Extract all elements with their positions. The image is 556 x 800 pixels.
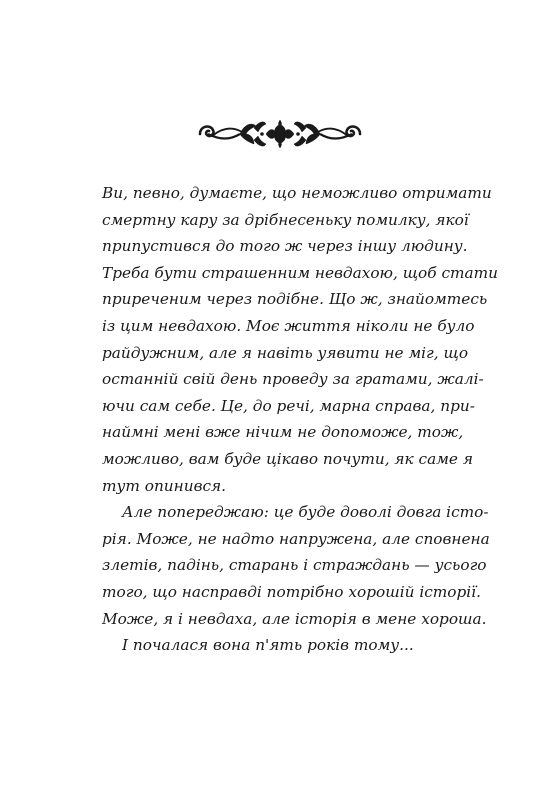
text-line: тут опинився. <box>102 476 227 495</box>
text-line: рія. Може, не надто напружена, але сповнена <box>102 529 490 548</box>
text-line: злетів, падінь, старань і страждань — усього <box>102 556 487 575</box>
text-line: наймні мені вже нічим не допоможе, тож, <box>102 423 464 442</box>
text-line: ючи сам себе. Це, до речі, марна справа, при- <box>102 396 475 415</box>
text-line: Ви, певно, думаєте, що неможливо отримати <box>102 184 492 202</box>
text-line: припустився до того ж через іншу людину. <box>102 237 468 256</box>
text-line: смертну кару за дрібнесеньку помилку, якої <box>102 210 469 229</box>
text-line: Може, я і невдаха, але історія в мене хороша. <box>102 609 487 628</box>
text-line: приреченим через подібне. Що ж, знайомтесь <box>102 290 488 309</box>
text-line: Але попереджаю: це буде доволі довга істо- <box>122 503 489 522</box>
text-line: того, що насправді потрібно хорошій історії. <box>102 582 481 601</box>
text-line: із цим невдахою. Моє життя ніколи не було <box>102 316 475 335</box>
text-line: І почалася вона п'ять років тому... <box>122 636 414 655</box>
text-line: останній свій день проведу за гратами, жалі- <box>102 370 484 389</box>
text-line: райдужним, але я навіть уявити не міг, що <box>102 343 469 362</box>
text-line: можливо, вам буде цікаво почути, як саме я <box>102 449 473 468</box>
body-text <box>102 180 499 659</box>
flourish-ornament-icon <box>196 114 364 154</box>
text-line: Треба бути страшенним невдахою, щоб стати <box>102 263 499 282</box>
